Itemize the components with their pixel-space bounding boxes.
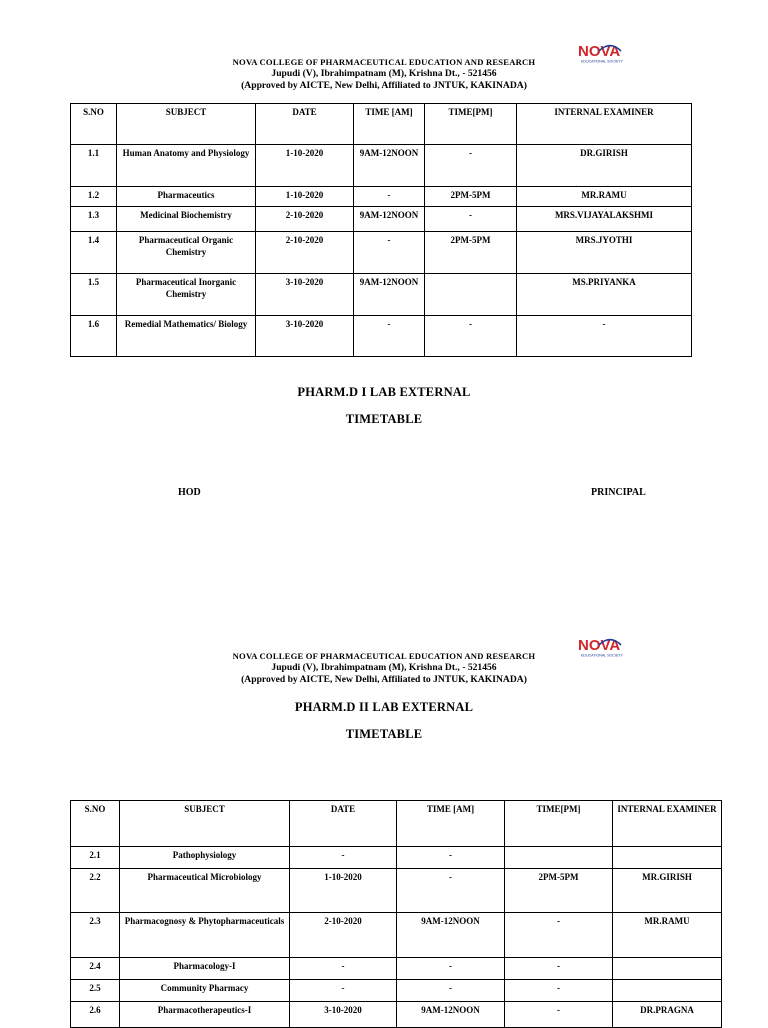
cell-time-pm: - [505, 980, 613, 1002]
cell-time-am: - [397, 980, 505, 1002]
cell-sno: 2.4 [71, 958, 120, 980]
section-1-title: PHARM.D I LAB EXTERNAL [297, 385, 471, 399]
cell-time-am: - [397, 869, 505, 913]
cell-subject: Medicinal Biochemistry [117, 207, 256, 232]
cell-sno: 1.2 [71, 187, 117, 207]
cell-subject: Remedial Mathematics/ Biology [117, 316, 256, 357]
cell-time-am: - [354, 232, 425, 274]
cell-sno: 2.2 [71, 869, 120, 913]
cell-time-pm: 2PM-5PM [425, 232, 517, 274]
col-subject: SUBJECT [117, 104, 256, 145]
cell-sno: 1.5 [71, 274, 117, 316]
cell-sno: 1.1 [71, 145, 117, 187]
cell-time-am: - [397, 847, 505, 869]
cell-sno: 1.3 [71, 207, 117, 232]
cell-date: 1-10-2020 [256, 145, 354, 187]
cell-examiner: MR.RAMU [613, 913, 722, 958]
cell-examiner: - [517, 316, 692, 357]
cell-time-pm: 2PM-5PM [425, 187, 517, 207]
pharmd-1-timetable [70, 103, 692, 357]
table-header-row [71, 801, 722, 847]
cell-sno: 2.5 [71, 980, 120, 1002]
college-address: Jupudi (V), Ibrahimpatnam (M), Krishna Dt., - 521456 [271, 662, 497, 673]
college-address: Jupudi (V), Ibrahimpatnam (M), Krishna Dt., - 521456 [271, 68, 497, 79]
cell-time-pm: - [425, 145, 517, 187]
cell-time-am: - [397, 958, 505, 980]
cell-date: - [290, 980, 397, 1002]
table-row [71, 187, 692, 207]
table-row [71, 980, 722, 1002]
college-name: NOVA COLLEGE OF PHARMACEUTICAL EDUCATION AND RESEARCH [232, 651, 536, 661]
cell-time-am: 9AM-12NOON [397, 913, 505, 958]
col-time-am: TIME [AM] [354, 104, 425, 145]
cell-date: - [290, 958, 397, 980]
cell-examiner [613, 980, 722, 1002]
nova-logo-subtext: EDUCATIONAL SOCIETY [581, 59, 623, 64]
col-time-pm: TIME[PM] [425, 104, 517, 145]
cell-time-am: 9AM-12NOON [397, 1002, 505, 1028]
table-row [71, 958, 722, 980]
college-header-2 [0, 650, 768, 686]
cell-subject: Pharmaceutical Organic Chemistry [117, 232, 256, 274]
table-row [71, 207, 692, 232]
cell-sno: 2.3 [71, 913, 120, 958]
cell-subject: Pharmacotherapeutics-I [120, 1002, 290, 1028]
cell-date: 1-10-2020 [256, 187, 354, 207]
cell-time-pm [425, 274, 517, 316]
cell-time-am: - [354, 187, 425, 207]
cell-date: 2-10-2020 [256, 207, 354, 232]
nova-logo-subtext: EDUCATIONAL SOCIETY [581, 653, 623, 658]
col-internal-examiner: INTERNAL EXAMINER [613, 801, 722, 847]
cell-time-pm: 2PM-5PM [505, 869, 613, 913]
cell-date: 2-10-2020 [290, 913, 397, 958]
section-1-subtitle: TIMETABLE [345, 412, 423, 426]
col-sno: S.NO [71, 104, 117, 145]
cell-date: - [290, 847, 397, 869]
cell-sno: 1.4 [71, 232, 117, 274]
table-row [71, 316, 692, 357]
cell-date: 1-10-2020 [290, 869, 397, 913]
table-row [71, 847, 722, 869]
cell-date: 2-10-2020 [256, 232, 354, 274]
cell-examiner: MS.PRIYANKA [517, 274, 692, 316]
cell-date: 3-10-2020 [256, 274, 354, 316]
cell-time-am: 9AM-12NOON [354, 274, 425, 316]
cell-examiner [613, 958, 722, 980]
cell-subject: Community Pharmacy [120, 980, 290, 1002]
cell-date: 3-10-2020 [290, 1002, 397, 1028]
cell-time-pm: - [425, 207, 517, 232]
table-header-row [71, 104, 692, 145]
cell-time-am: 9AM-12NOON [354, 207, 425, 232]
col-time-pm: TIME[PM] [505, 801, 613, 847]
principal-signature-label: PRINCIPAL [591, 487, 646, 498]
nova-logo-text: NOVA [578, 43, 621, 60]
cell-subject: Pharmaceutical Inorganic Chemistry [117, 274, 256, 316]
cell-sno: 2.1 [71, 847, 120, 869]
nova-logo [577, 42, 643, 64]
table-row [71, 913, 722, 958]
college-header [0, 56, 768, 92]
college-approval: (Approved by AICTE, New Delhi, Affiliated to JNTUK, KAKINADA) [241, 674, 527, 685]
table-row [71, 145, 692, 187]
table-row [71, 869, 722, 913]
section-2-title: PHARM.D II LAB EXTERNAL [294, 700, 474, 714]
col-date: DATE [256, 104, 354, 145]
cell-subject: Pathophysiology [120, 847, 290, 869]
college-approval: (Approved by AICTE, New Delhi, Affiliated to JNTUK, KAKINADA) [241, 80, 527, 91]
cell-examiner: MRS.VIJAYALAKSHMI [517, 207, 692, 232]
nova-logo-2 [577, 636, 643, 658]
cell-time-pm: - [425, 316, 517, 357]
col-internal-examiner: INTERNAL EXAMINER [517, 104, 692, 145]
nova-logo-text: NOVA [578, 637, 621, 654]
cell-time-am: - [354, 316, 425, 357]
section-2-subtitle: TIMETABLE [345, 727, 423, 741]
cell-examiner [613, 847, 722, 869]
cell-subject: Pharmaceutical Microbiology [120, 869, 290, 913]
table-row [71, 232, 692, 274]
cell-time-pm [505, 847, 613, 869]
cell-examiner: MR.RAMU [517, 187, 692, 207]
cell-subject: Pharmaceutics [117, 187, 256, 207]
college-name: NOVA COLLEGE OF PHARMACEUTICAL EDUCATION AND RESEARCH [232, 57, 536, 67]
cell-time-pm: - [505, 958, 613, 980]
cell-time-pm: - [505, 913, 613, 958]
hod-signature-label: HOD [178, 487, 201, 498]
col-subject: SUBJECT [120, 801, 290, 847]
cell-time-pm: - [505, 1002, 613, 1028]
cell-sno: 1.6 [71, 316, 117, 357]
pharmd-2-timetable [70, 800, 722, 1028]
cell-subject: Human Anatomy and Physiology [117, 145, 256, 187]
cell-examiner: DR.GIRISH [517, 145, 692, 187]
table-row [71, 274, 692, 316]
cell-examiner: MR.GIRISH [613, 869, 722, 913]
col-sno: S.NO [71, 801, 120, 847]
cell-examiner: DR.PRAGNA [613, 1002, 722, 1028]
cell-examiner: MRS.JYOTHI [517, 232, 692, 274]
col-date: DATE [290, 801, 397, 847]
col-time-am: TIME [AM] [397, 801, 505, 847]
cell-sno: 2.6 [71, 1002, 120, 1028]
cell-time-am: 9AM-12NOON [354, 145, 425, 187]
cell-subject: Pharmacognosy & Phytopharmaceuticals [120, 913, 290, 958]
cell-date: 3-10-2020 [256, 316, 354, 357]
cell-subject: Pharmacology-I [120, 958, 290, 980]
